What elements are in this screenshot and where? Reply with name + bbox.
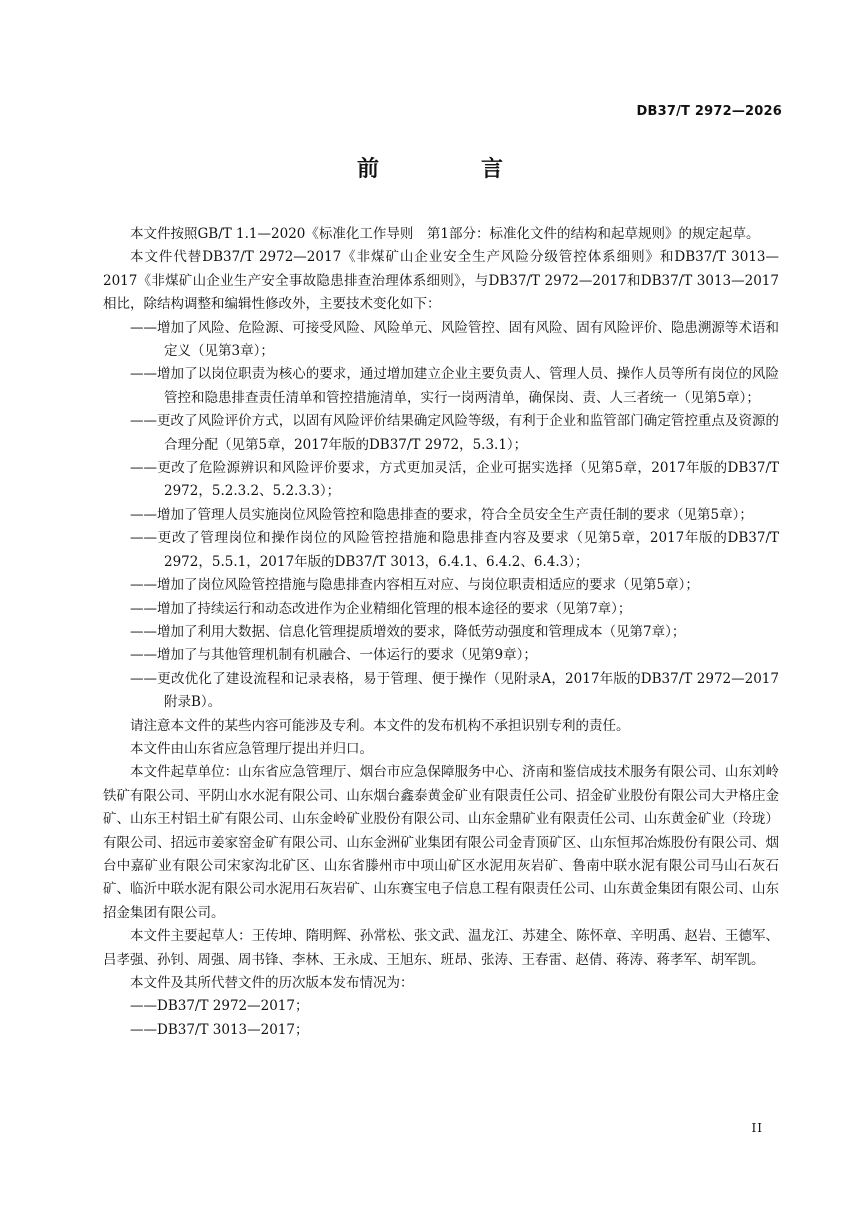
change-item: ——增加了岗位风险管控措施与隐患排查内容相互对应、与岗位职责相适应的要求（见第5章）； <box>130 577 699 594</box>
document-code: DB37/T 2972—2026 <box>636 104 782 119</box>
page-title: 前 言 <box>356 157 543 182</box>
version-history-item: ——DB37/T 2972—2017； <box>130 998 309 1015</box>
change-item: ——更改了危险源辨识和风险评价要求，方式更加灵活，企业可据实选择（见第5章，2017年版的DB37/T 2972，5.2.3.2、5.2.3.3）； <box>130 460 779 500</box>
change-item: ——增加了利用大数据、信息化管理提质增效的要求，降低劳动强度和管理成本（见第7章）； <box>130 623 686 640</box>
drafting-rules-paragraph: 本文件按照GB/T 1.1—2020《标准化工作导则 第1部分：标准化文件的结构和起草规则》的规定起草。 <box>130 226 760 242</box>
replacement-paragraph: 本文件代替DB37/T 2972—2017《非煤矿山企业安全生产风险分级管控体系细则》和DB37/T 3013—2017《非煤矿山企业生产安全事故隐患排查治理体系细则》，与DB37/T 2972—2017和DB37/T 3013—2017相比，除结构调整和编辑性修改外，主要技术变化如下： <box>103 249 779 313</box>
change-item: ——更改优化了建设流程和记录表格，易于管理、便于操作（见附录A，2017年版的DB37/T 2972—2017附录B）。 <box>130 670 779 711</box>
drafting-units-paragraph: 本文件起草单位：山东省应急管理厅、烟台市应急保障服务中心、济南和鉴信成技术服务有限公司、山东刘岭铁矿有限公司、平阴山水水泥有限公司、山东烟台鑫泰黄金矿业有限责任公司、招金矿业股份有限公司大尹格庄金矿、山东王村铝土矿有限公司、山东金岭矿业股份有限公司、山东金鼎矿业有限责任公司、山东黄金矿业（玲珑）有限公司、招远市姜家窑金矿有限公司、山东金洲矿业集团有限公司金青顶矿区、山东恒邦冶炼股份有限公司、烟台中嘉矿业有限公司宋家沟北矿区、山东省滕州市中项山矿区水泥用灰岩矿、鲁南中联水泥有限公司马山石灰石矿、临沂中联水泥有限公司水泥用石灰岩矿、山东赛宝电子信息工程有限责任公司、山东黄金集团有限公司、山东招金集团有限公司。 <box>103 764 779 921</box>
change-item: ——更改了风险评价方式，以固有风险评价结果确定风险等级，有利于企业和监管部门确定管控重点及资源的合理分配（见第5章，2017年版的DB37/T 2972，5.3.1）； <box>130 413 779 453</box>
change-item: ——更改了管理岗位和操作岗位的风险管控措施和隐患排查内容及要求（见第5章，2017年版的DB37/T 2972，5.5.1，2017年版的DB37/T 3013，6.4.1、6.4.2、6.4.3）； <box>130 530 779 570</box>
document-body <box>103 223 779 1042</box>
proposer-paragraph: 本文件由山东省应急管理厅提出并归口。 <box>130 740 373 757</box>
change-item: ——增加了风险、危险源、可接受风险、风险单元、风险管控、固有风险、固有风险评价、隐患溯源等术语和定义（见第3章）； <box>130 319 779 360</box>
change-item: ——增加了以岗位职责为核心的要求，通过增加建立企业主要负责人、管理人员、操作人员等所有岗位的风险管控和隐患排查责任清单和管控措施清单，实行一岗两清单，确保岗、责、人三者统一（见第5章）； <box>130 366 779 406</box>
version-history-intro: 本文件及其所代替文件的历次版本发布情况为： <box>130 975 414 991</box>
page-number: II <box>751 1121 763 1135</box>
change-item: ——增加了管理人员实施岗位风险管控和隐患排查的要求，符合全员安全生产责任制的要求（见第5章）； <box>130 506 753 523</box>
change-item: ——增加了与其他管理机制有机融合、一体运行的要求（见第9章）； <box>130 647 537 664</box>
version-history-item: ——DB37/T 3013—2017； <box>130 1021 309 1038</box>
change-item: ——增加了持续运行和动态改进作为企业精细化管理的根本途径的要求（见第7章）； <box>130 600 632 617</box>
patent-notice-paragraph: 请注意本文件的某些内容可能涉及专利。本文件的发布机构不承担识别专利的责任。 <box>130 717 630 734</box>
drafters-paragraph: 本文件主要起草人：王传坤、隋明辉、孙常松、张文武、温龙江、苏建全、陈怀章、辛明禹、赵岩、王德军、吕孝强、孙钊、周强、周书锋、李林、王永成、王旭东、班昂、张涛、王春雷、赵倩、蒋涛、蒋孝军、胡军凯。 <box>103 928 779 968</box>
